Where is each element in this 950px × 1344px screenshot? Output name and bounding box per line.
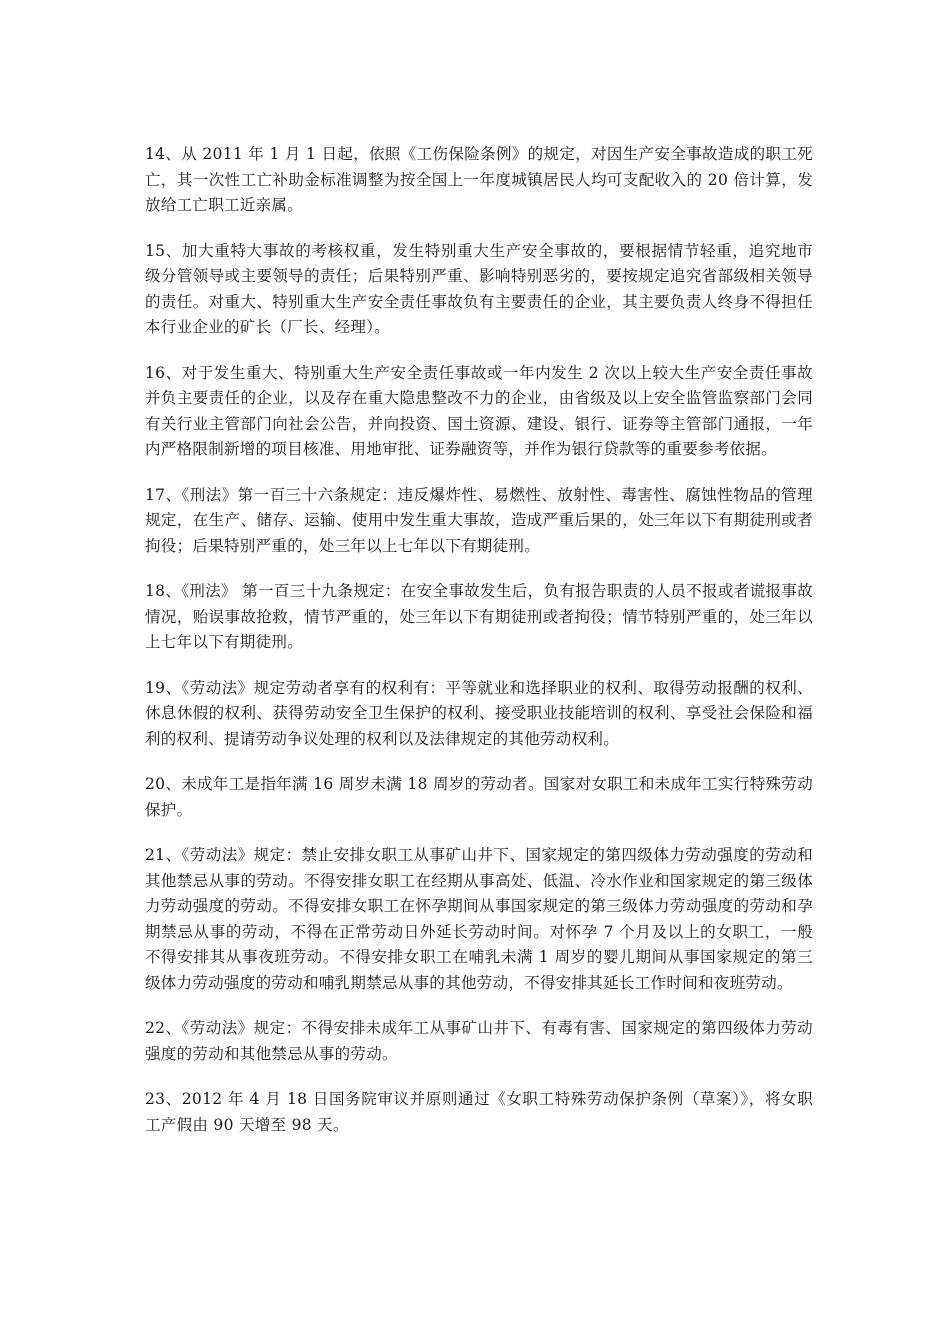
paragraph-17: 17、《刑法》第一百三十六条规定：违反爆炸性、易燃性、放射性、毒害性、腐蚀性物品的管理规定，在生产、储存、运输、使用中发生重大事故，造成严重后果的，处三年以下有期徒刑或者拘役；后果特别严重的，处三年以上七年以下有期徒刑。 [145,485,813,555]
paragraph-21: 21、《劳动法》规定：禁止安排女职工从事矿山井下、国家规定的第四级体力劳动强度的劳动和其他禁忌从事的劳动。不得安排女职工在经期从事高处、低温、冷水作业和国家规定的第三级体力劳动强度的劳动。不得安排女职工在怀孕期间从事国家规定的第三级体力劳动强度的劳动和孕期禁忌从事的劳动，不得在正常劳动日外延长劳动时间。对怀孕 7 个月及以上的女职工，一般不得安排其从事夜班劳动。不得安排女职工在哺乳未满 1 周岁的婴儿期间从事国家规定的第三级体力劳动强度的劳动和哺乳期禁忌从事的其他劳动，不得安排其延长工作时间和夜班劳动。 [145,846,813,992]
paragraph-16: 16、对于发生重大、特别重大生产安全责任事故或一年内发生 2 次以上较大生产安全责任事故并负主要责任的企业，以及存在重大隐患整改不力的企业，由省级及以上安全监管监察部门会同有关行业主管部门向社会公告，并向投资、国土资源、建设、银行、证券等主管部门通报，一年内严格限制新增的项目核准、用地审批、证券融资等，并作为银行贷款等的重要参考依据。 [145,363,813,458]
paragraph-22: 22、《劳动法》规定：不得安排未成年工从事矿山井下、有毒有害、国家规定的第四级体力劳动强度的劳动和其他禁忌从事的劳动。 [145,1019,813,1063]
paragraph-19: 19、《劳动法》规定劳动者享有的权利有：平等就业和选择职业的权利、取得劳动报酬的权利、休息休假的权利、获得劳动安全卫生保护的权利、接受职业技能培训的权利、享受社会保险和福利的权利、提请劳动争议处理的权利以及法律规定的其他劳动权利。 [145,678,813,748]
document-page [145,142,813,1158]
paragraph-23: 23、2012 年 4 月 18 日国务院审议并原则通过《女职工特殊劳动保护条例（草案）》，将女职工产假由 90 天增至 98 天。 [145,1090,813,1134]
paragraph-15: 15、加大重特大事故的考核权重，发生特别重大生产安全事故的，要根据情节轻重，追究地市级分管领导或主要领导的责任；后果特别严重、影响特别恶劣的，要按规定追究省部级相关领导的责任。对重大、特别重大生产安全责任事故负有主要责任的企业，其主要负责人终身不得担任本行业企业的矿长（厂长、经理）。 [145,241,813,336]
paragraph-14: 14、从 2011 年 1 月 1 日起，依照《工伤保险条例》的规定，对因生产安全事故造成的职工死亡，其一次性工亡补助金标准调整为按全国上一年度城镇居民人均可支配收入的 20 倍计算，发放给工亡职工近亲属。 [145,145,813,214]
paragraph-20: 20、未成年工是指年满 16 周岁未满 18 周岁的劳动者。国家对女职工和未成年工实行特殊劳动保护。 [145,775,813,819]
paragraph-18: 18、《刑法》 第一百三十九条规定：在安全事故发生后，负有报告职责的人员不报或者谎报事故情况，贻误事故抢救，情节严重的，处三年以下有期徒刑或者拘役；情节特别严重的，处三年以上七年以下有期徒刑。 [145,582,813,651]
